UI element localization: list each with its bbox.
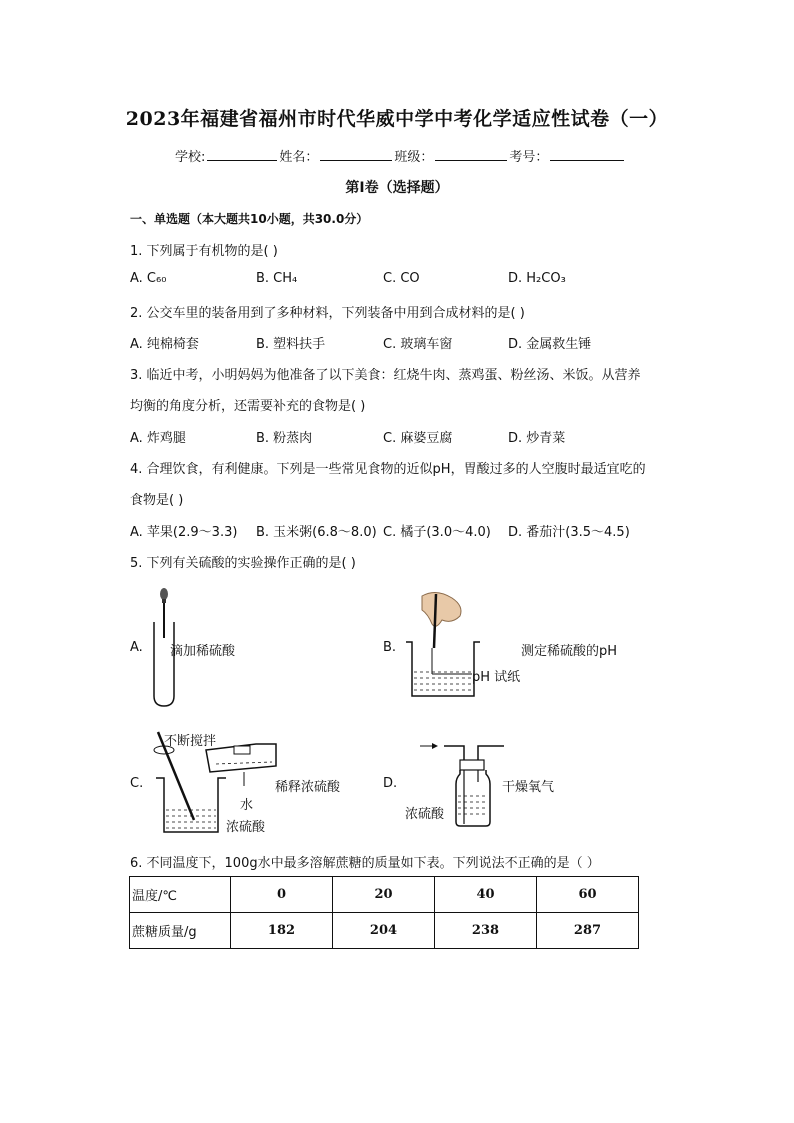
- q2-option-d: D. 金属救生锤: [508, 337, 592, 352]
- q3-option-b: B. 粉蒸肉: [256, 431, 313, 446]
- part-title: 第Ⅰ卷（选择题）: [345, 180, 449, 196]
- q3-stem-line1: 3. 临近中考，小明妈妈为他准备了以下美食：红烧牛肉、蒸鸡蛋、粉丝汤、米饭。从营养: [130, 368, 641, 383]
- q4-stem-line2: 食物是( ): [130, 493, 184, 508]
- table-cell: 40: [435, 877, 537, 913]
- q5-option-c-letter: C.: [130, 776, 144, 791]
- q5-option-a-label: 滴加稀硫酸: [170, 644, 236, 659]
- q4-option-a: A. 苹果(2.9～3.3): [130, 525, 238, 540]
- table-cell: 238: [435, 913, 537, 949]
- q1-option-a: A. C₆₀: [130, 271, 167, 286]
- table-cell: 20: [333, 877, 435, 913]
- number-label: 考号：: [509, 150, 549, 165]
- q1-option-d: D. H₂CO₃: [508, 271, 566, 286]
- q1-option-b: B. CH₄: [256, 271, 298, 286]
- table-cell: 60: [537, 877, 639, 913]
- q3-option-a: A. 炸鸡腿: [130, 431, 186, 446]
- q2-stem: 2. 公交车里的装备用到了多种材料，下列装备中用到合成材料的是( ): [130, 306, 525, 321]
- school-blank: [207, 148, 277, 161]
- q5-option-c-water-label: 水: [240, 798, 254, 813]
- student-info-line: [175, 146, 626, 165]
- name-blank: [320, 148, 392, 161]
- table-cell: 287: [537, 913, 639, 949]
- q5-option-d-acid-label: 浓硫酸: [405, 807, 445, 822]
- q5-option-d-letter: D.: [383, 776, 398, 791]
- q4-stem-line1: 4. 合理饮食，有利健康。下列是一些常见食物的近似pH，胃酸过多的人空腹时最适宜吃的: [130, 462, 646, 477]
- q5-b-beaker-figure: [402, 590, 482, 702]
- q6-solubility-table: [129, 876, 639, 949]
- q3-option-d: D. 炒青菜: [508, 431, 566, 446]
- table-row: [130, 877, 639, 913]
- q4-option-c: C. 橘子(3.0～4.0): [383, 525, 491, 540]
- q5-option-b-letter: B.: [383, 640, 397, 655]
- table-row1-header: 温度/℃: [130, 877, 231, 913]
- q3-stem-line2: 均衡的角度分析，还需要补充的食物是( ): [130, 399, 366, 414]
- section-title: 一、单选题（本大题共10小题，共30.0分）: [130, 212, 369, 226]
- school-label: 学校:: [175, 150, 206, 165]
- q6-stem: 6. 不同温度下，100g水中最多溶解蔗糖的质量如下表。下列说法不正确的是（ ）: [130, 856, 600, 871]
- class-blank: [435, 148, 507, 161]
- table-cell: 0: [231, 877, 333, 913]
- number-blank: [550, 148, 624, 161]
- q5-option-c-acid-label: 浓硫酸: [226, 820, 266, 835]
- class-label: 班级：: [394, 150, 434, 165]
- q5-option-b-label: 测定稀硫酸的pH: [521, 644, 618, 659]
- table-row2-header: 蔗糖质量/g: [130, 913, 231, 949]
- q4-option-d: D. 番茄汁(3.5～4.5): [508, 525, 630, 540]
- q5-option-c-stir-label: 不断搅拌: [164, 734, 217, 749]
- q3-option-c: C. 麻婆豆腐: [383, 431, 453, 446]
- q5-option-a-letter: A.: [130, 640, 143, 655]
- q5-option-d-label: 干燥氧气: [502, 780, 555, 795]
- q4-option-b: B. 玉米粥(6.8～8.0): [256, 525, 377, 540]
- exam-title: 2023年福建省福州市时代华威中学中考化学适应性试卷（一）: [125, 108, 669, 130]
- q2-option-c: C. 玻璃车窗: [383, 337, 453, 352]
- q5-stem: 5. 下列有关硫酸的实验操作正确的是( ): [130, 556, 356, 571]
- table-cell: 204: [333, 913, 435, 949]
- q1-option-c: C. CO: [383, 271, 420, 286]
- q5-option-b-paper-label: pH 试纸: [472, 670, 521, 685]
- q2-option-b: B. 塑料扶手: [256, 337, 326, 352]
- table-row: [130, 913, 639, 949]
- q2-option-a: A. 纯棉椅套: [130, 337, 199, 352]
- q1-stem: 1. 下列属于有机物的是( ): [130, 244, 278, 259]
- name-label: 姓名：: [279, 150, 319, 165]
- q5-option-c-label: 稀释浓硫酸: [275, 780, 341, 795]
- table-cell: 182: [231, 913, 333, 949]
